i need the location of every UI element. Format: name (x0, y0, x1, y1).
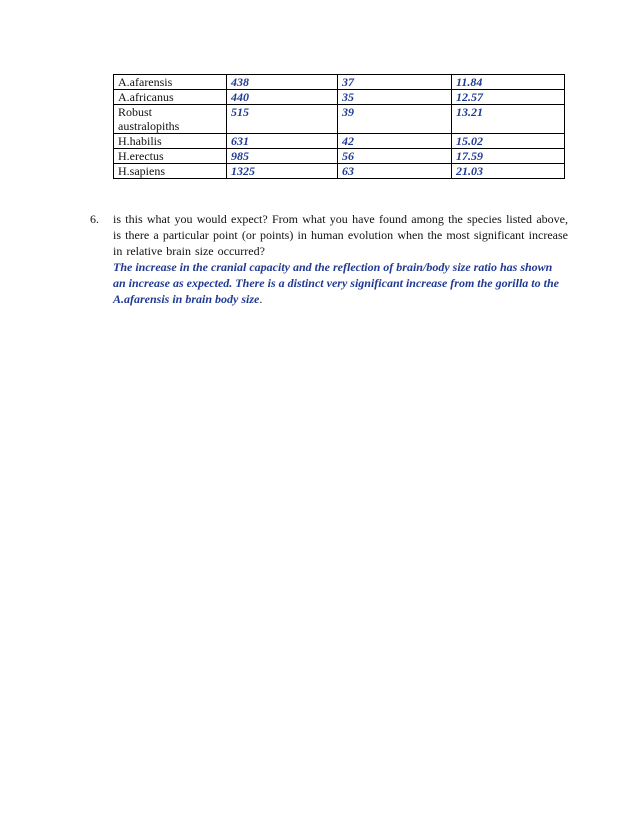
body-size-cell: 42 (338, 134, 452, 149)
body-size-cell: 63 (338, 164, 452, 179)
question-body (113, 211, 568, 307)
table-row (114, 134, 565, 149)
cranial-capacity-cell: 1325 (227, 164, 338, 179)
species-cell: Robust australopiths (114, 105, 227, 134)
table-row (114, 75, 565, 90)
cranial-capacity-cell: 440 (227, 90, 338, 105)
cranial-capacity-cell: 631 (227, 134, 338, 149)
table-row (114, 90, 565, 105)
species-cell: H.habilis (114, 134, 227, 149)
body-size-cell: 39 (338, 105, 452, 134)
question-number: 6. (90, 212, 99, 226)
cranial-capacity-cell: 985 (227, 149, 338, 164)
brain-size-table (113, 74, 565, 179)
species-cell: H.erectus (114, 149, 227, 164)
answer-period: . (259, 292, 263, 306)
ratio-cell: 15.02 (452, 134, 565, 149)
ratio-cell: 11.84 (452, 75, 565, 90)
question-text: is this what you would expect? From what you have found among the species listed above, is there a particular point (or points) in human evolution when the most significant increase in relative brain size occurred? (113, 212, 568, 258)
table-row (114, 164, 565, 179)
ratio-cell: 12.57 (452, 90, 565, 105)
body-size-cell: 37 (338, 75, 452, 90)
ratio-cell: 13.21 (452, 105, 565, 134)
ratio-cell: 21.03 (452, 164, 565, 179)
table-row (114, 105, 565, 134)
ratio-cell: 17.59 (452, 149, 565, 164)
cranial-capacity-cell: 438 (227, 75, 338, 90)
body-size-cell: 56 (338, 149, 452, 164)
question-6 (90, 211, 568, 307)
body-size-cell: 35 (338, 90, 452, 105)
cranial-capacity-cell: 515 (227, 105, 338, 134)
answer-text (113, 259, 568, 307)
answer-body: The increase in the cranial capacity and the reflection of brain/body size ratio has shown an increase as expected. There is a distinct very significant increase from the gorilla to the A.afarensis in brain body size (113, 260, 559, 306)
table-row (114, 149, 565, 164)
species-cell: H.sapiens (114, 164, 227, 179)
species-cell: A.afarensis (114, 75, 227, 90)
species-cell: A.africanus (114, 90, 227, 105)
